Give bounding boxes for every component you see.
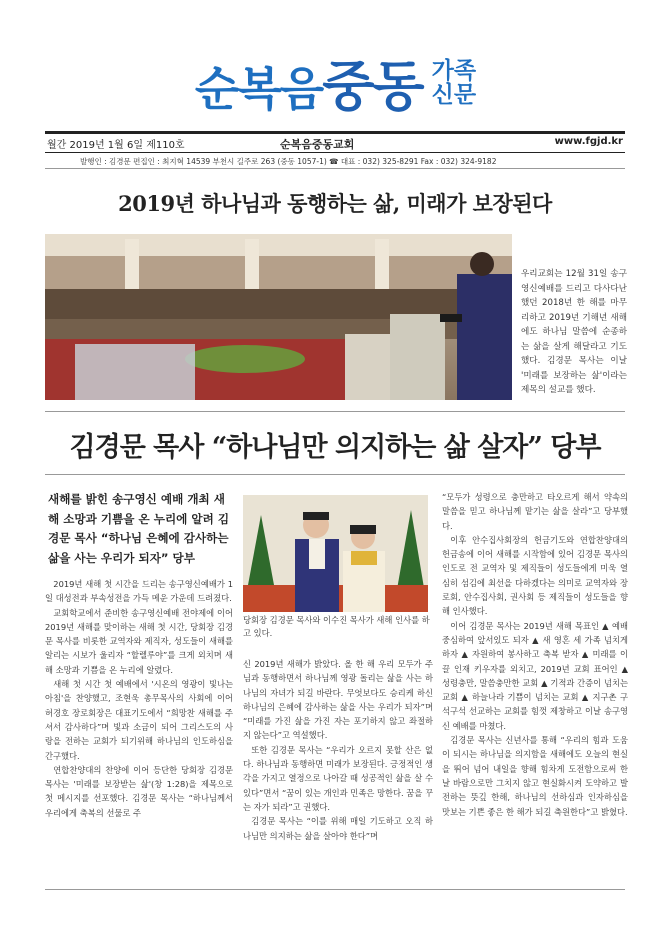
divider (45, 411, 625, 412)
paragraph: 김경문 목사는 신년사를 통해 “우리의 힘과 도움이 되시는 하나님을 의지함을 새해에도 오늘의 현실을 뛰어 넘어 내일을 향해 힘차게 도전함으로써 한날 바람으로만 그치지 않고 현실화시켜 도약하고 발전하는 뜻깊 한해, 하나님의 선하심과 인자하심을 맛보는 기쁜 좋은 한 해가 되길 축원한다”고 밝혔다. (442, 735, 628, 817)
masthead-part1: 순복음 (194, 62, 323, 116)
headline-main: 2019년 하나님과 동행하는 삶, 미래가 보장된다 (118, 191, 552, 216)
paragraph: 연합찬양대의 찬양에 이어 등단한 당회장 김경문 목사는 '미래를 보장받는 삶'(창 1:28)을 제목으로 첫 메시지를 선포했다. 김경문 목사는 “하나님께서 우리에게 축복의 선물로 주 (45, 764, 233, 818)
paragraph: 교회학교에서 준비한 송구영신예배 전야제에 이어 2019년 새해를 맞이하는 새해 첫 시간, 당회장 김경문 목사를 비롯한 교역자와 제직자, 성도들이 새해를 알리는 시보가 울리자 “할렐루야”를 크게 외치며 새해 소망과 기쁨을 온 누리에 알렸다. (45, 607, 233, 675)
church-name: 순복음중동교회 (280, 138, 355, 151)
paragraph: 이후 안수집사회장의 헌금기도와 연합찬양대의 헌금송에 이어 새해를 시작함에 있어 김경문 목사의 인도로 전 교역자 및 제직들이 성도들에게 미욱 열심히 섬김에 최선을 다하겠다는 의미로 교역자와 장로회, 안수집사회, 권사회 등 제직들이 성도들을 향해 인사했다. (442, 534, 628, 617)
paragraph: 2019년 새해 첫 시간을 드리는 송구영신예배가 1일 대성전과 부속성전을 가득 메운 가운데 드려졌다. (45, 579, 233, 604)
bottom-rule (45, 889, 625, 890)
divider (45, 168, 625, 169)
article-column-1 (45, 577, 233, 820)
article-column-3 (442, 490, 628, 819)
article-column-2 (243, 657, 433, 843)
paragraph: 이어 김경문 목사는 2019년 새해 목표인 ▲ 예배 중심하여 앞서있도 되자 ▲ 새 영혼 세 가족 넘치게 하자 ▲ 자원하여 봉사하고 축복 받자 ▲ 미래를 이끌 인재 키우자를 외치고, 2019년 교회 표어인 ▲ 성령충만, 말씀충만한 교회 ▲ 기적과 간증이 넘치는 교회 ▲ 하늘나라 기쁨이 넘치는 교회 ▲ 지구촌 구석구석 선교하는 교회를 힘껏 제창하고 이날 송구영신 예배를 마쳤다. (442, 620, 628, 731)
paragraph: “모두가 성령으로 충만하고 타오르게 해서 약속의 말씀을 믿고 하나님께 맡기는 삶을 살라”고 당부했다. (442, 492, 628, 531)
masthead-side (432, 59, 476, 107)
photo-caption: 당회장 김경문 목사와 이수진 목사가 새해 인사를 하고 있다. (243, 615, 430, 638)
paragraph: 새해 첫 시간 첫 예배에서 '시온의 영광이 빛나는 아침'을 찬양했고, 조현욱 총무목사의 사회에 이어 허경호 장로회장은 대표기도에서 “희망찬 새해를 주셔서 감사하다”며 빛과 소금이 되어 그리스도의 사랑을 전하는 교회가 되기위해 하나님의 인도하심을 간구했다. (45, 679, 233, 761)
subheadline: 새해를 밝힌 송구영신 예배 개최 새해 소망과 기쁨을 온 누리에 알려 김경문 목사 “하나님 은혜에 감사하는 삶을 사는 우리가 되자” 당부 (48, 492, 230, 565)
issue-info-row (45, 136, 625, 150)
pastors-photo (243, 495, 428, 612)
photo-caption: 우리교회는 12월 31일 송구영신예배를 드리고 다사다난했던 2018년 한 해를 마무리하고 2019년 기해년 새해에도 하나님 말씀에 순종하는 삶을 살게 해달라고 기도했다. 김경문 목사는 이날 '미래를 보장하는 삶'이라는 제목의 설교를 했다. (521, 269, 627, 395)
publisher-info: 발행인 : 김경문 편집인 : 최지혁 14539 부천시 길주로 263 (중동 1057-1) ☎ 대표 : 032) 325-8291 Fax : 032) 324-9182 (80, 157, 497, 166)
masthead-title (195, 44, 423, 121)
paragraph: 또한 김경문 목사는 “우리가 오르지 못할 산은 없다. 하나님과 동행하면 미래가 보장된다. 긍정적인 생각을 가지고 열정으로 나아갈 때 성공적인 삶을 살 수 있다”면서 “꿈이 있는 개인과 민족은 망한다. 꿈을 꾸는 자가 되라”고 권했다. (243, 744, 433, 812)
worship-photo (45, 234, 512, 400)
masthead-side-top: 가족 (431, 57, 477, 84)
divider (45, 474, 625, 475)
masthead (0, 44, 671, 121)
top-rule (45, 131, 625, 134)
divider (45, 152, 625, 153)
masthead-part2: 중동 (322, 55, 423, 118)
website-link[interactable]: www.fgjd.kr (554, 136, 623, 147)
masthead-side-bottom: 신문 (431, 81, 477, 108)
paragraph: 신 2019년 새해가 밝았다. 올 한 해 우리 모두가 주님과 동행하면서 하나님께 영광 돌리는 삶을 사는 하나님의 자녀가 되길 바란다. 무엇보다도 승리케 하신 하나님의 은혜에 감사하는 삶을 사는 우리가 되자”며 “미래를 가진 삶을 가진 자는 포기하지 않고 좌절하지 않는다”고 역설했다. (243, 659, 433, 741)
paragraph: 김경문 목사는 “이를 위해 매일 기도하고 오직 하나님만 의지하는 삶을 살아야 한다”며 (243, 816, 433, 841)
issue-date: 월간 2019년 1월 6일 제110호 (47, 140, 185, 151)
headline-secondary: 김경문 목사 “하나님만 의지하는 삶 살자” 당부 (69, 432, 601, 463)
